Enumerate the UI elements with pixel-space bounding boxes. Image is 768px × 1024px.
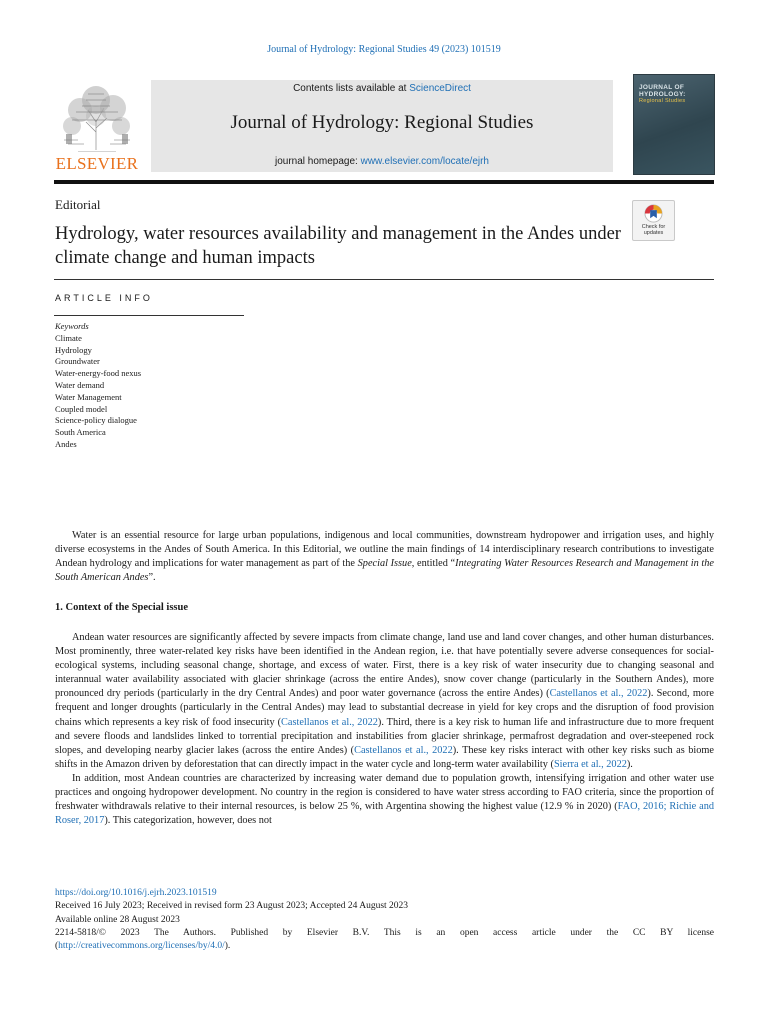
journal-title: Journal of Hydrology: Regional Studies (230, 112, 534, 133)
received-dates: Received 16 July 2023; Received in revised form 23 August 2023; Accepted 24 August 2023 (55, 901, 409, 912)
article-info-heading: ARTICLE INFO (55, 293, 153, 303)
keyword-item: Hydrology (55, 344, 92, 355)
available-online: Available online 28 August 2023 (55, 914, 180, 925)
license-paren-open: ( (55, 941, 59, 952)
keyword-item: Andes (55, 438, 77, 449)
sciencedirect-link[interactable]: ScienceDirect (409, 83, 471, 94)
check-for-updates-label (633, 224, 674, 236)
cover-line-3: Regional Studies (639, 98, 686, 104)
journal-homepage-link[interactable]: www.elsevier.com/locate/ejrh (360, 156, 489, 167)
homepage-prefix: journal homepage: (274, 156, 361, 167)
article-type: Editorial (55, 197, 101, 212)
cover-text (639, 85, 709, 105)
keywords-list (55, 333, 141, 451)
section-1-heading: 1. Context of the Special issue (55, 602, 188, 613)
check-label-line-1: Check for (641, 224, 666, 230)
keyword-item: Science-policy dialogue (55, 415, 137, 426)
article-info-rule (54, 315, 244, 316)
publisher-name: ELSEVIER (55, 154, 139, 173)
italic-text: Integrating Water Resources Research and Management in the South American Andes (55, 558, 714, 584)
italic-text: Special Issue (357, 558, 412, 570)
check-for-updates-badge[interactable] (632, 200, 675, 241)
homepage-line (151, 156, 613, 167)
citation-link[interactable]: Castellanos et al., 2022 (549, 688, 648, 700)
keyword-item: Water Management (55, 391, 122, 402)
cover-line-2: HYDROLOGY: (639, 90, 686, 98)
keyword-item: Coupled model (55, 403, 108, 414)
license-paren-close: ). (224, 941, 231, 952)
keyword-item: Climate (55, 332, 82, 343)
keyword-item: Water demand (55, 379, 105, 390)
section-1-body (55, 631, 714, 828)
keywords-block (55, 321, 141, 451)
check-label-line-2: updates (643, 230, 664, 236)
section-1-paragraph-2: In addition, most Andean countries are characterized by increasing water demand due to population growth, intensifying irrigation and other water use practices and ongoing hydropower development. No country in the region is considered to have water stress according to FAO criteria, since the proportion of freshwater withdrawals relative to their internal resources, is below 25 %, with Argentina showing the highest value (12.9 % in 2020) (FAO, 2016; Richie and Roser, 2017). This categorization, however, does not (55, 772, 714, 827)
journal-title-box (151, 80, 613, 172)
title-rule (54, 279, 714, 280)
elsevier-tree-logo-icon (58, 82, 136, 152)
journal-masthead (54, 80, 714, 176)
citation-link[interactable]: FAO, 2016; Richie and Roser, 2017 (55, 801, 714, 827)
elsevier-logo[interactable] (54, 82, 140, 174)
journal-cover-image[interactable] (633, 74, 715, 175)
citation-link[interactable]: Castellanos et al., 2022 (354, 744, 453, 756)
contents-prefix: Contents lists available at (293, 83, 410, 94)
section-1-paragraph-1: Andean water resources are significantly affected by severe impacts from climate change, land use and land cover changes, and other human disturbances. Most prominently, three water-related key risks have been identified in the Andean region, i.e. that have potentially severe adverse consequences for social-ecological systems, including seasonal change, shortage, and excess of water. First, there is a key risk of water insecurity due to changing seasonal and interannual water availability associated with glacier shrinkage (across the entire Andes), snow cover change (particularly in the Southern Andes), more pronounced dry periods (particularly in the dry Central Andes) and poor water governance (across the entire Andes) (Castellanos et al., 2022). Second, more frequent and longer droughts (particularly in the Central Andes) may lead to substantial decrease in yield for key crops and the disruption of food provision chains which represents a key risk of food insecurity (Castellanos et al., 2022). Third, there is a key risk to human life and infrastructure due to more frequent and severe floods and landslides linked to torrential precipitation and instabilities from glacier shrinkage, permafrost degradation and over-steepened rock slopes, and developing nearby glacier lakes (across the entire Andes) (Castellanos et al., 2022). These key risks interact with other key risks such as biome shifts in the Amazon driven by deforestation that can directly impact in the water cycle and long-term water availability (Sierra et al., 2022). (55, 632, 714, 770)
keywords-label: Keywords (55, 321, 89, 331)
article-title: Hydrology, water resources availability and management in the Andes under climate change and human impacts (55, 224, 621, 268)
citation-link[interactable]: Castellanos et al., 2022 (281, 716, 378, 728)
keyword-item: Groundwater (55, 356, 100, 367)
keyword-item: Water-energy-food nexus (55, 368, 142, 379)
license-link-line (55, 940, 714, 953)
check-for-updates-icon (644, 204, 663, 223)
keyword-item: South America (55, 427, 106, 438)
running-head[interactable]: Journal of Hydrology: Regional Studies 49 (2023) 101519 (267, 44, 501, 55)
abstract (55, 529, 714, 585)
masthead-rule (54, 180, 714, 184)
article-footer (55, 887, 714, 953)
doi-link[interactable]: https://doi.org/10.1016/j.ejrh.2023.101519 (55, 888, 217, 898)
license-link[interactable]: http://creativecommons.org/licenses/by/4.0/ (58, 941, 225, 952)
abstract-paragraph: Water is an essential resource for large urban populations, indigenous and local communities, downstream hydropower and irrigation uses, and highly diverse ecosystems in the Andes of South America. In this Editorial, we outline the main findings of 14 interdisciplinary research contributions to investigate Andean hydrology and implications for water management as part of the Special Issue, entitled “Integrating Water Resources Research and Management in the South American Andes”. (55, 530, 714, 584)
citation-link[interactable]: Sierra et al., 2022 (553, 758, 627, 770)
cover-line-1: JOURNAL OF (639, 84, 685, 91)
contents-line (151, 83, 613, 94)
license-text: 2214-5818/© 2023 The Authors. Published by Elsevier B.V. This is an open access article under the CC BY license (55, 927, 714, 938)
